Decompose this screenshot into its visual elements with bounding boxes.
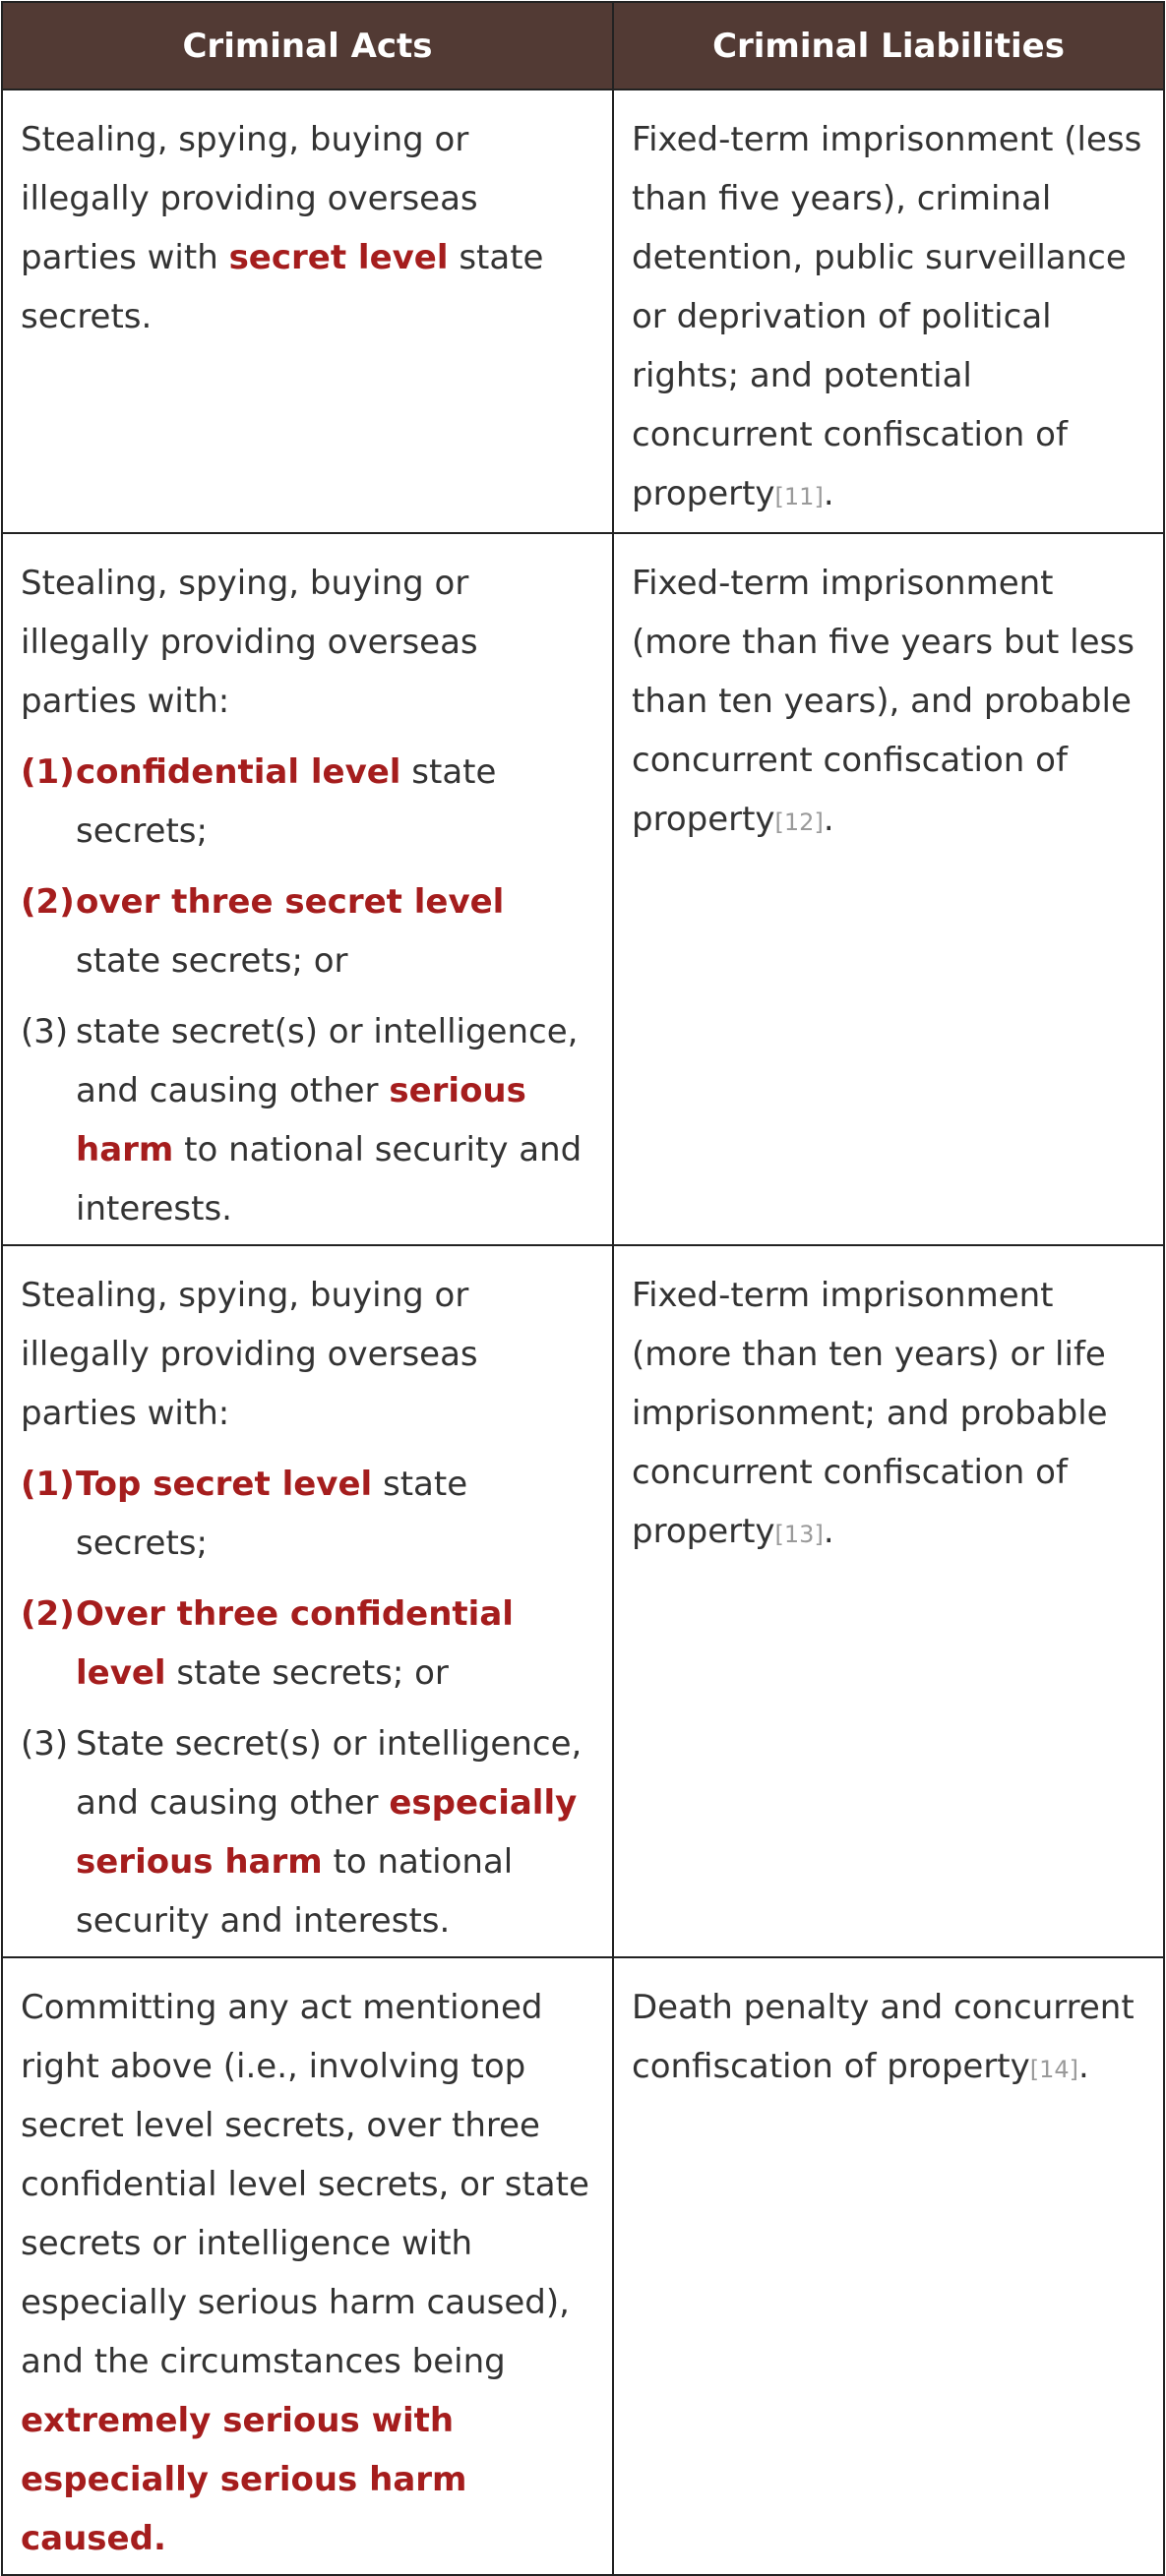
footnote-ref[interactable]: [12] xyxy=(774,809,824,836)
act-cell xyxy=(2,1245,613,1957)
item-number: (1) xyxy=(21,752,75,792)
act-text: Stealing, spying, buying or illegally providing overseas parties with xyxy=(21,120,478,277)
list-item xyxy=(21,1585,594,1703)
item-suffix: state secrets; or xyxy=(165,1653,449,1693)
liability-cell: Death penalty and concurrent confiscation of property[14]. xyxy=(613,1957,1164,2575)
list-item xyxy=(21,872,594,990)
act-text: Committing any act mentioned right above (i.e., involving top secret level secrets, over three confidential level secrets, or state secrets or intelligence with especially serious harm caused), and the circumstances being xyxy=(21,1988,589,2381)
item-suffix: state secrets; xyxy=(76,1465,468,1563)
act-highlight: extremely serious with especially serious harm caused. xyxy=(21,2401,467,2558)
table-row xyxy=(2,533,1164,1245)
item-highlight: confidential level xyxy=(76,752,401,792)
table-row xyxy=(2,90,1164,533)
act-cell xyxy=(2,1957,613,2575)
item-highlight: over three secret level xyxy=(76,882,505,922)
header-criminal-liabilities: Criminal Liabilities xyxy=(613,2,1164,90)
item-number: (3) xyxy=(21,1724,69,1764)
header-criminal-acts: Criminal Acts xyxy=(2,2,613,90)
table-row xyxy=(2,1245,1164,1957)
liability-text: Fixed-term imprisonment (less than five years), criminal detention, public surveillance or deprivation of political rights; and potential concurrent confiscation of property xyxy=(632,120,1142,513)
list-item xyxy=(21,1002,594,1238)
item-number: (2) xyxy=(21,1594,75,1634)
liability-cell: Fixed-term imprisonment (less than five years), criminal detention, public surveillance or deprivation of political rights; and potential concurrent confiscation of property[11]. xyxy=(613,90,1164,533)
item-highlight: especially serious harm xyxy=(76,1783,578,1882)
table-header-row xyxy=(2,2,1164,90)
list-item xyxy=(21,1714,594,1950)
liability-text: Fixed-term imprisonment (more than five years but less than ten years), and probable concurrent confiscation of property xyxy=(632,564,1135,839)
item-highlight: Over three confidential level xyxy=(76,1594,514,1693)
list-item xyxy=(21,1455,594,1573)
liability-cell: Fixed-term imprisonment (more than ten years) or life imprisonment; and probable concurrent confiscation of property[13]. xyxy=(613,1245,1164,1957)
list-item xyxy=(21,743,594,861)
act-text-suffix: state secrets. xyxy=(21,238,544,336)
act-cell xyxy=(2,533,613,1245)
item-prefix: State secret(s) or intelligence, and causing other xyxy=(76,1724,583,1823)
item-number: (3) xyxy=(21,1012,69,1051)
item-highlight: Top secret level xyxy=(76,1465,373,1504)
criminal-liability-table xyxy=(1,1,1165,2576)
liability-text: Death penalty and concurrent confiscation of property xyxy=(632,1988,1135,2086)
item-number: (1) xyxy=(21,1465,75,1504)
item-prefix: state secret(s) or intelligence, and causing other xyxy=(76,1012,579,1110)
act-cell xyxy=(2,90,613,533)
footnote-ref[interactable]: [14] xyxy=(1029,2056,1079,2083)
item-highlight: serious harm xyxy=(76,1071,526,1169)
table-row xyxy=(2,1957,1164,2575)
item-suffix: to national security and interests. xyxy=(76,1130,583,1228)
act-highlight: secret level xyxy=(228,238,449,277)
item-suffix: to national security and interests. xyxy=(76,1842,514,1941)
act-intro: Stealing, spying, buying or illegally providing overseas parties with: xyxy=(21,564,478,721)
footnote-ref[interactable]: [13] xyxy=(774,1521,824,1548)
liability-cell: Fixed-term imprisonment (more than five years but less than ten years), and probable concurrent confiscation of property[12]. xyxy=(613,533,1164,1245)
item-number: (2) xyxy=(21,882,75,922)
act-intro: Stealing, spying, buying or illegally providing overseas parties with: xyxy=(21,1276,478,1433)
item-suffix: state secrets; xyxy=(76,752,497,851)
liability-text: Fixed-term imprisonment (more than ten years) or life imprisonment; and probable concurrent confiscation of property xyxy=(632,1276,1108,1551)
footnote-ref[interactable]: [11] xyxy=(774,483,824,510)
item-suffix: state secrets; or xyxy=(76,941,348,981)
